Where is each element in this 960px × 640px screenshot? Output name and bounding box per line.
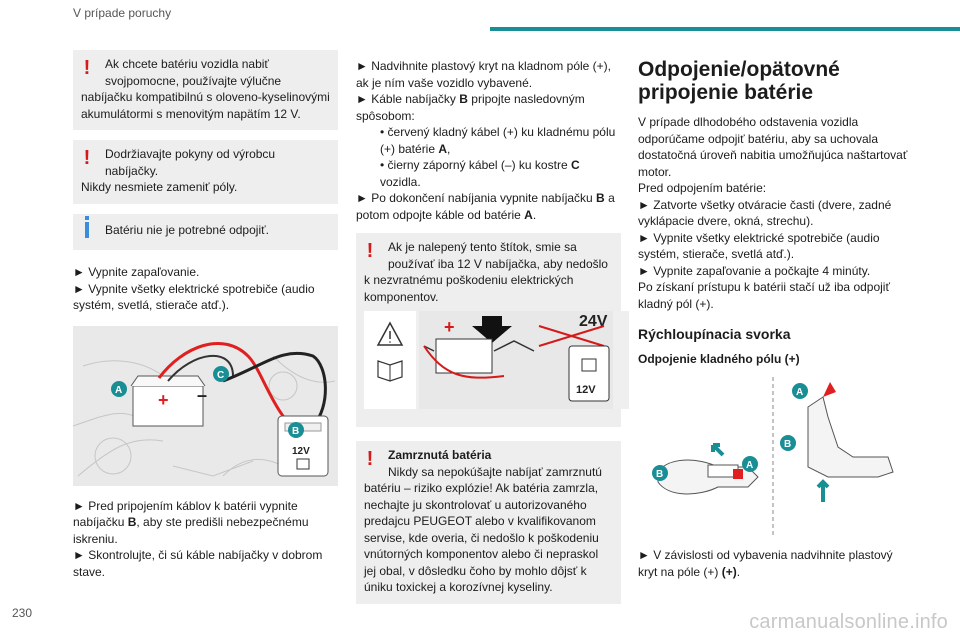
paragraph: Pred odpojením batérie:: [638, 181, 767, 195]
label-a2: A: [796, 387, 804, 398]
step: ► V závislosti od vybavenia nadvihnite plastový kryt na póle (+) (+).: [638, 548, 893, 579]
note-text: k nezvratnému poškodeniu elektrických komponentov.: [364, 273, 574, 304]
warning-icon: !: [83, 57, 91, 79]
note-text: nabíjačku kompatibilnú s oloveno-kyselinovými akumulátormi s menovitým napätím 12 V.: [81, 90, 330, 121]
header-title: V prípade poruchy: [73, 6, 172, 20]
warning-note-label: [356, 233, 621, 427]
step: ► Zatvorte všetky otváracie časti (dvere, zadné vyklápacie dvere, okná, strechu).: [638, 197, 892, 228]
note-title: Zamrznutá batéria: [388, 448, 492, 462]
header-accent-bar: [490, 27, 960, 31]
paragraph: Po získaní prístupu k batérii stačí už iba odpojiť kladný pól (+).: [638, 280, 890, 311]
note-text: Ak je nalepený tento štítok, smie sa: [388, 240, 577, 254]
note-text: Nikdy nesmiete zameniť póly.: [81, 180, 238, 194]
label-a: A: [115, 384, 123, 396]
bullet: • čierny záporný kábel (–) ku kostre C vozidla.: [380, 158, 580, 189]
step: ► Skontrolujte, či sú káble nabíjačky v dobrom stave.: [73, 548, 323, 579]
warning-icon: !: [366, 448, 374, 470]
svg-text:+: +: [158, 389, 169, 410]
note-text: Batériu nie je potrebné odpojiť.: [105, 222, 269, 237]
step: ► Po dokončení nabíjania vypnite nabíjačku B a potom odpojte káble od batérie A.: [356, 191, 615, 222]
column-1: [73, 50, 338, 580]
note-text: Dodržiavajte pokyny od výrobcu: [105, 147, 276, 161]
label-b2: B: [784, 439, 792, 450]
column-3: [638, 58, 908, 580]
svg-text:–: –: [197, 384, 208, 405]
column-2: [356, 58, 621, 614]
warning-icon: !: [366, 240, 374, 262]
step: ► Káble nabíjačky B pripojte nasledovným spôsobom:: [356, 92, 585, 123]
warning-icon: !: [83, 147, 91, 169]
clamp-drawing: [638, 377, 903, 537]
warning-note-charger: [73, 50, 338, 130]
warning-note-polarity: [73, 140, 338, 204]
label-c: C: [217, 369, 225, 381]
note-text: nabíjačky.: [105, 163, 159, 178]
charger-voltage-label: 12V: [292, 445, 310, 457]
label-b: B: [292, 425, 300, 437]
info-icon: [81, 220, 93, 240]
subsection-title: Rýchloupínacia svorka: [638, 326, 791, 342]
label-b1: B: [656, 469, 664, 480]
quick-release-clamp-illustration: [638, 377, 903, 537]
watermark: carmanualsonline.info: [749, 611, 948, 633]
note-text: svojpomocne, používajte výlučne: [105, 73, 282, 88]
voltage-sticker-drawing: [364, 311, 613, 409]
step: ► Pred pripojením káblov k batérii vypnite nabíjačku B, aby ste predišli nebezpečnému iskreniu.: [73, 498, 309, 546]
voltage-12v-label: 12V: [576, 384, 596, 396]
voltage-24v-label: 24V: [579, 313, 608, 330]
note-text: používať iba 12 V nabíjačka, aby nedošlo: [388, 256, 608, 271]
bullet: • červený kladný kábel (+) ku kladnému pólu (+) batérie A,: [380, 125, 616, 156]
note-text: Nikdy sa nepokúšajte nabíjať zamrznutú: [388, 464, 602, 479]
svg-text:+: +: [444, 317, 455, 337]
step: ► Vypnite zapaľovanie a počkajte 4 minúty.: [638, 263, 871, 278]
step: ► Nadvihnite plastový kryt na kladnom póle (+), ak je ním vaše vozidlo vybavené.: [356, 59, 611, 90]
paragraph: V prípade dlhodobého odstavenia vozidla odporúčame odpojiť batériu, aby sa uchovala dostatočná úroveň nabitia umožňujúca naštartovať motor.: [638, 115, 908, 179]
engine-bay-drawing: [73, 326, 338, 486]
info-note: [73, 214, 338, 251]
step: ► Vypnite zapaľovanie.: [73, 265, 200, 279]
step: ► Vypnite všetky elektrické spotrebiče (audio systém, svetlá, stierače atď.).: [73, 281, 315, 312]
note-text: Ak chcete batériu vozidla nabiť: [105, 57, 269, 71]
section-title: Odpojenie/opätovné pripojenie batérie: [638, 58, 840, 104]
label-a1: A: [746, 460, 754, 471]
warning-note-frozen: [356, 441, 621, 604]
page-number: 230: [12, 606, 33, 620]
note-text: batériu – riziko explózie! Ak batéria zamrzla, nechajte ju skontrolovať u autorizovaného predajcu PEUGEOT alebo v kvalifikovanom servise, kde overia, či nedošlo k poškodeniu vnútorných komponentov alebo či nepraskol jej obal, v dôsledku čoho by mohlo dôjsť k úniku toxickej a korozívnej kyseliny.: [364, 481, 599, 594]
battery-charging-illustration: [73, 326, 338, 486]
step: ► Vypnite všetky elektrické spotrebiče (audio systém, stierače, svetlá atď.).: [638, 230, 880, 261]
subhead: Odpojenie kladného pólu (+): [638, 351, 800, 366]
voltage-label-illustration: [364, 311, 629, 409]
